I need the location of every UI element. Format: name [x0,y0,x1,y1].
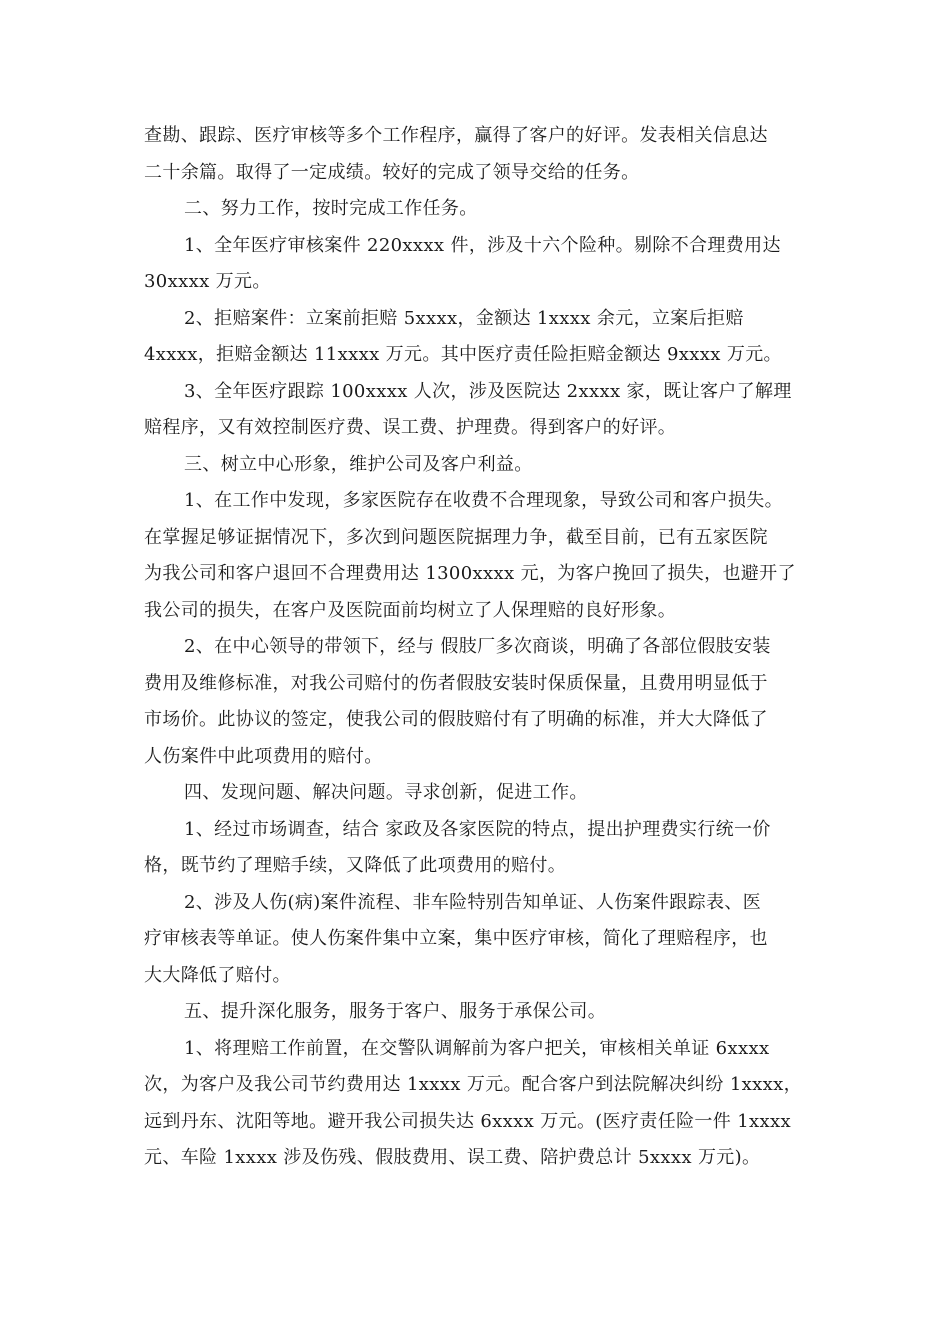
text-line: 3、全年医疗跟踪 100xxxx 人次，涉及医院达 2xxxx 家，既让客户了解理 [184,380,792,402]
text-line: 2、在中心领导的带领下，经与 假肢厂多次商谈，明确了各部位假肢安装 [184,636,771,657]
text-line: 查勘、跟踪、医疗审核等多个工作程序，赢得了客户的好评。发表相关信息达 [144,125,768,146]
text-line: 4xxxx，拒赔金额达 11xxxx 万元。其中医疗责任险拒赔金额达 9xxxx 万元。 [144,344,782,365]
text-line: 二、努力工作，按时完成工作任务。 [184,198,478,219]
text-line: 2、拒赔案件：立案前拒赔 5xxxx，金额达 1xxxx 余元，立案后拒赔 [184,307,744,329]
text-line: 1、经过市场调查，结合 家政及各家医院的特点，提出护理费实行统一价 [184,818,771,840]
text-line: 大大降低了赔付。 [144,964,291,986]
text-line: 二十余篇。取得了一定成绩。较好的完成了领导交给的任务。 [144,161,640,183]
text-line: 元、车险 1xxxx 涉及伤残、假肢费用、误工费、陪护费总计 5xxxx 万元)。 [144,1147,761,1168]
text-line: 市场价。此协议的签定，使我公司的假肢赔付有了明确的标准，并大大降低了 [144,709,768,730]
text-line: 三、树立中心形象，维护公司及客户利益。 [184,453,533,475]
text-line: 1、将理赔工作前置，在交警队调解前为客户把关，审核相关单证 6xxxx [184,1037,770,1059]
text-line: 1、在工作中发现，多家医院存在收费不合理现象，导致公司和客户损失。 [184,490,783,511]
text-line: 远到丹东、沈阳等地。避开我公司损失达 6xxxx 万元。(医疗责任险一件 1xxxx [144,1110,791,1132]
text-line: 赔程序，又有效控制医疗费、误工费、护理费。得到客户的好评。 [144,417,677,438]
text-line: 在掌握足够证据情况下，多次到问题医院据理力争，截至目前，已有五家医院 [144,526,768,548]
text-line: 我公司的损失，在客户及医院面前均树立了人保理赔的良好形象。 [144,599,677,621]
text-line: 格，既节约了理赔手续，又降低了此项费用的赔付。 [144,855,567,876]
document-body [144,118,814,1177]
text-line: 疗审核表等单证。使人伤案件集中立案，集中医疗审核，简化了理赔程序，也 [144,928,768,949]
text-line: 为我公司和客户退回不合理费用达 1300xxxx 元，为客户挽回了损失，也避开了 [144,563,796,584]
text-line: 30xxxx 万元。 [144,271,271,292]
text-line: 1、全年医疗审核案件 220xxxx 件，涉及十六个险种。剔除不合理费用达 [184,234,781,256]
text-line: 费用及维修标准，对我公司赔付的伤者假肢安装时保质保量，且费用明显低于 [144,672,768,694]
text-line: 次，为客户及我公司节约费用达 1xxxx 万元。配合客户到法院解决纠纷 1xxxx， [144,1074,802,1095]
text-line: 2、涉及人伤(病)案件流程、非车险特别告知单证、人伤案件跟踪表、医 [184,891,762,913]
text-line: 五、提升深化服务，服务于客户、服务于承保公司。 [184,1001,607,1022]
text-line: 人伤案件中此项费用的赔付。 [144,745,383,767]
text-line: 四、发现问题、解决问题。寻求创新，促进工作。 [184,782,588,803]
